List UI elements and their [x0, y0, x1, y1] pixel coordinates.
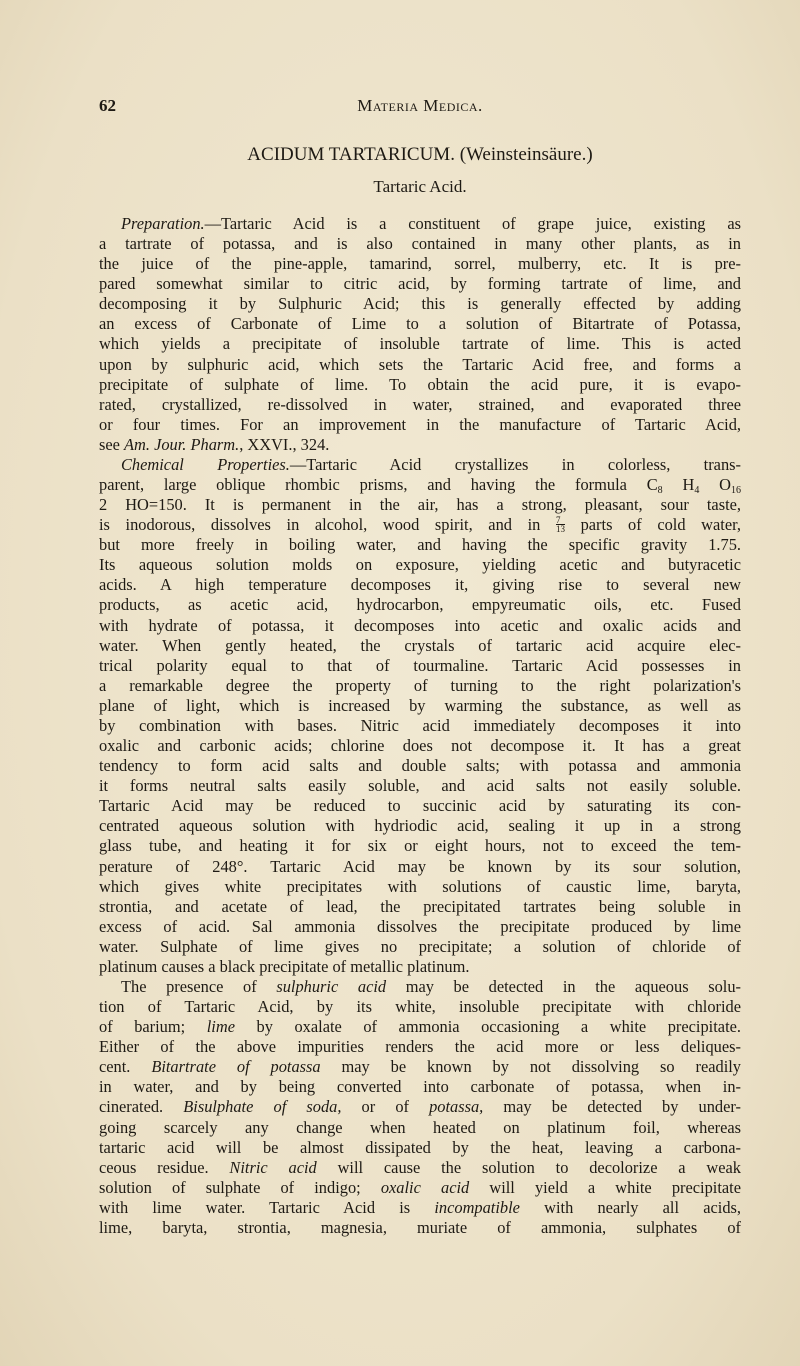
- text-run: by combination with bases. Nitric acid immediately decomposes it into: [99, 715, 741, 735]
- text-run: will cause the solution to decolorize a weak: [316, 1157, 741, 1177]
- text-run: with hydrate of potassa, it decomposes into acetic and oxalic acids and: [99, 615, 741, 635]
- italic-text: Preparation.: [121, 214, 205, 233]
- text-line: [99, 997, 741, 1017]
- text-line: [99, 1077, 741, 1097]
- text-line: [99, 455, 741, 475]
- text-run: trical polarity equal to that of tourmaline. Tartaric Acid possesses in: [99, 655, 741, 675]
- text-line: [99, 716, 741, 736]
- text-line: [99, 656, 741, 676]
- text-run: water. Sulphate of lime gives no precipitate; a solution of chloride of: [99, 936, 741, 956]
- text-run: an excess of Carbonate of Lime to a solution of Bitartrate of Potassa,: [99, 314, 741, 334]
- text-run: may be known by not dissolving so readily: [320, 1057, 742, 1077]
- text-line: [99, 254, 741, 274]
- text-run: going scarcely any change when heated on platinum foil, whereas: [99, 1117, 741, 1137]
- text-line: [99, 555, 741, 575]
- text-line: [99, 294, 741, 314]
- text-run: will yield a white precipitate: [469, 1177, 741, 1197]
- text-run: —Tartaric Acid is a constituent of grape juice, existing as: [204, 214, 741, 233]
- text-run: a remarkable degree the property of turning to the right polarization's: [99, 675, 741, 695]
- text-line: [99, 274, 741, 294]
- italic-text: Am. Jour. Pharm.: [124, 434, 240, 454]
- text-run: O: [699, 475, 732, 495]
- italic-text: oxalic acid: [380, 1177, 470, 1197]
- text-line: [99, 575, 741, 595]
- text-line: [99, 1017, 741, 1037]
- text-line: [99, 1158, 741, 1178]
- text-line: [99, 1198, 741, 1218]
- text-line: [99, 415, 741, 435]
- text-run: may be detected by under-: [483, 1097, 741, 1117]
- text-line: [99, 1138, 741, 1158]
- text-run: water. When gently heated, the crystals of tartaric acid acquire elec-: [99, 635, 741, 655]
- text-run: —Tartaric Acid crystallizes in colorless, trans-: [289, 454, 741, 474]
- text-run: Its aqueous solution molds on exposure, yielding acetic and butyracetic: [99, 555, 741, 575]
- text-line: [99, 234, 741, 254]
- text-run: cent.: [99, 1057, 152, 1077]
- text-line: [99, 515, 741, 535]
- text-line: [99, 214, 741, 234]
- text-line: [99, 475, 741, 495]
- text-run: Tartaric Acid may be reduced to succinic acid by saturating its con-: [99, 796, 741, 816]
- text-run: tion of Tartaric Acid, by its white, insoluble precipitate with chloride: [99, 997, 741, 1017]
- text-run: lime, baryta, strontia, magnesia, muriate of ammonia, sulphates of: [99, 1217, 741, 1237]
- text-run: with lime water. Tartaric Acid is: [99, 1197, 435, 1217]
- text-run: ceous residue.: [99, 1157, 230, 1177]
- text-line: [99, 1218, 741, 1238]
- subscript: 16: [731, 485, 742, 497]
- text-run: strontia, and acetate of lead, the precipitated tartrates being soluble in: [99, 896, 741, 916]
- text-run: decomposing it by Sulphuric Acid; this is generally effected by adding: [99, 294, 741, 314]
- section-title: ACIDUM TARTARICUM. (Weinsteinsäure.): [247, 144, 593, 165]
- text-run: H: [662, 475, 695, 495]
- text-line: [99, 696, 741, 716]
- text-line: [99, 395, 741, 415]
- text-line: [99, 736, 741, 756]
- text-run: a tartrate of potassa, and is also contained in many other plants, as in: [99, 234, 741, 254]
- text-run: parts of cold water,: [564, 515, 742, 535]
- text-line: [99, 616, 741, 636]
- text-run: excess of acid. Sal ammonia dissolves the precipitate produced by lime: [99, 916, 741, 936]
- text-line: [99, 1118, 741, 1138]
- text-run: The presence of: [121, 976, 277, 996]
- text-line: [99, 937, 741, 957]
- text-line: [99, 1178, 741, 1198]
- text-run: which gives white precipitates with solutions of caustic lime, baryta,: [99, 876, 741, 896]
- text-run: centrated aqueous solution with hydriodic acid, sealing it up in a strong: [99, 816, 741, 836]
- italic-text: Bisulphate of soda,: [183, 1097, 342, 1117]
- italic-text: lime: [206, 1017, 235, 1037]
- text-run: oxalic and carbonic acids; chlorine does not decompose it. It has a great: [99, 736, 741, 756]
- text-run: precipitate of sulphate of lime. To obtain the acid pure, it is evapo-: [99, 374, 741, 394]
- text-run: solution of sulphate of indigo;: [99, 1177, 381, 1197]
- text-line: [99, 595, 741, 615]
- paragraph: [99, 977, 741, 1238]
- text-run: by oxalate of ammonia occasioning a white precipitate.: [234, 1017, 741, 1037]
- text-run: with nearly all acids,: [519, 1197, 741, 1217]
- text-line: [99, 314, 741, 334]
- text-run: or of: [341, 1097, 430, 1117]
- text-line: [99, 756, 741, 776]
- text-run: pared somewhat similar to citric acid, by forming tartrate of lime, and: [99, 274, 741, 294]
- page-number: 62: [99, 96, 116, 115]
- subscript: 4: [694, 485, 700, 497]
- text-line: [99, 977, 741, 997]
- text-line: [99, 334, 741, 354]
- text-line: [99, 816, 741, 836]
- text-run: see: [99, 434, 125, 454]
- text-run: tartaric acid will be almost dissipated by the heat, leaving a carbona-: [99, 1137, 741, 1157]
- text-run: perature of 248°. Tartaric Acid may be known by its sour solution,: [99, 856, 741, 876]
- italic-text: sulphuric acid: [276, 976, 387, 996]
- text-run: platinum causes a black precipitate of metallic platinum.: [99, 956, 470, 976]
- text-line: [99, 495, 741, 515]
- text-run: in water, and by being converted into carbonate of potassa, when in-: [99, 1077, 741, 1097]
- text-line: [99, 776, 741, 796]
- text-run: may be detected in the aqueous solu-: [386, 976, 741, 996]
- fraction-numerator: 7: [555, 515, 561, 526]
- text-run: the juice of the pine-apple, tamarind, sorrel, mulberry, etc. It is pre-: [99, 254, 741, 274]
- text-run: tendency to form acid salts and double salts; with potassa and ammonia: [99, 756, 741, 776]
- text-line: [99, 1057, 741, 1077]
- text-line: [99, 917, 741, 937]
- text-run: or four times. For an improvement in the manufacture of Tartaric Acid,: [99, 414, 741, 434]
- text-line: [99, 1037, 741, 1057]
- text-line: [99, 375, 741, 395]
- text-line: [99, 897, 741, 917]
- text-run: glass tube, and heating it for six or eight hours, not to exceed the tem-: [99, 836, 741, 856]
- text-run: acids. A high temperature decomposes it, giving rise to several new: [99, 575, 741, 595]
- text-run: but more freely in boiling water, and having the specific gravity 1.75.: [99, 535, 741, 555]
- text-run: , XXVI., 324.: [239, 434, 330, 454]
- italic-text: incompatible: [434, 1197, 520, 1217]
- text-run: plane of light, which is increased by warming the substance, as well as: [99, 695, 741, 715]
- text-run: which yields a precipitate of insoluble tartrate of lime. This is acted: [99, 334, 741, 354]
- italic-text: Nitric acid: [229, 1157, 317, 1177]
- italic-text: Chemical Properties.: [121, 454, 290, 474]
- text-line: [99, 636, 741, 656]
- text-run: 2 HO=150. It is permanent in the air, has a strong, pleasant, sour taste,: [99, 495, 741, 515]
- text-line: [99, 836, 741, 856]
- text-line: [99, 1097, 741, 1117]
- paragraph: [99, 455, 741, 977]
- text-run: rated, crystallized, re-dissolved in water, strained, and evaporated three: [99, 394, 741, 414]
- text-line: [99, 535, 741, 555]
- text-line: [99, 796, 741, 816]
- text-run: Either of the above impurities renders the acid more or less deliques-: [99, 1037, 741, 1057]
- italic-text: Bitartrate of potassa: [151, 1057, 321, 1077]
- text-line: [99, 957, 741, 977]
- running-head: [99, 96, 741, 118]
- text-run: upon by sulphuric acid, which sets the Tartaric Acid free, and forms a: [99, 354, 741, 374]
- text-run: it forms neutral salts easily soluble, and acid salts not easily soluble.: [99, 776, 741, 796]
- text-line: [99, 435, 741, 455]
- body-text: [99, 214, 741, 1238]
- text-line: [99, 676, 741, 696]
- italic-text: potassa,: [429, 1097, 484, 1117]
- text-run: products, as acetic acid, hydrocarbon, empyreumatic oils, etc. Fused: [99, 595, 741, 615]
- text-run: cinerated.: [99, 1097, 184, 1117]
- text-run: parent, large oblique rhombic prisms, and having the formula C: [99, 475, 658, 495]
- subscript: 8: [657, 485, 663, 497]
- paragraph: [99, 214, 741, 455]
- text-run: of barium;: [99, 1017, 207, 1037]
- running-title: Materia Medica.: [357, 96, 483, 115]
- section-subtitle: Tartaric Acid.: [373, 177, 467, 196]
- text-line: [99, 877, 741, 897]
- text-line: [99, 355, 741, 375]
- text-run: is inodorous, dissolves in alcohol, wood spirit, and in: [99, 515, 556, 535]
- text-line: [99, 857, 741, 877]
- fraction: [556, 516, 565, 533]
- fraction-denominator: 13: [555, 524, 565, 535]
